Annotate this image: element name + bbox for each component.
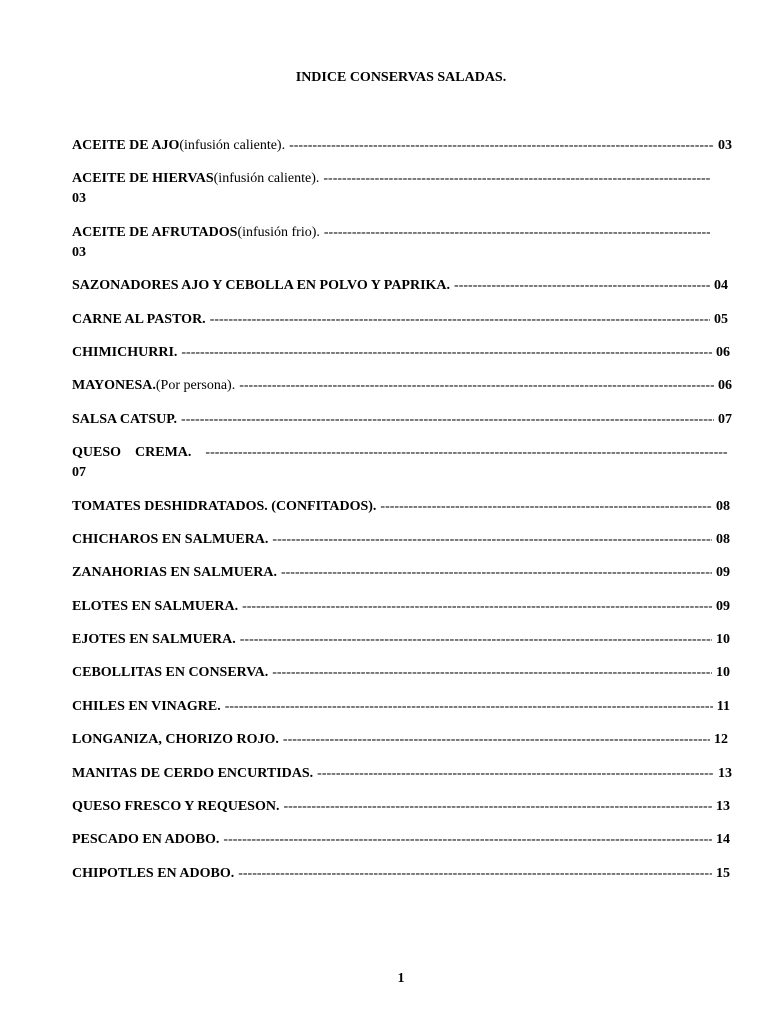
toc-entry <box>72 764 732 784</box>
toc-entry <box>72 169 732 209</box>
toc-entry <box>72 276 732 296</box>
toc-leader <box>380 497 712 517</box>
toc-entry <box>72 136 732 156</box>
toc-entry-title: CHICHAROS EN SALMUERA. <box>72 531 269 547</box>
toc-entry <box>72 376 732 396</box>
toc-entry-note: (Por persona). <box>155 378 236 394</box>
toc-entry-page: 14 <box>716 832 730 848</box>
toc-entry-title: CHILES EN VINAGRE. <box>72 698 221 714</box>
toc-leader <box>238 864 712 884</box>
toc-entry-page: 03 <box>718 138 732 153</box>
toc-entry-page: 07 <box>72 465 86 481</box>
toc-entry-title: PESCADO EN ADOBO. <box>72 832 220 848</box>
toc-entry <box>72 797 732 817</box>
toc-leader <box>323 169 710 189</box>
toc-entry-page: 07 <box>718 411 732 427</box>
toc-entry-note: (infusión frio). <box>237 224 320 240</box>
toc-entry-page: 09 <box>716 598 730 614</box>
toc-leader <box>289 136 714 156</box>
toc-entry-page: 10 <box>716 632 730 648</box>
toc-leader <box>242 597 712 617</box>
toc-entry-title: MANITAS DE CERDO ENCURTIDAS. <box>72 765 314 781</box>
toc-entry-page: 08 <box>716 498 730 514</box>
toc-entry <box>72 310 732 330</box>
toc-entry-title: QUESO FRESCO Y REQUESON. <box>72 799 280 815</box>
toc-leader <box>240 630 712 650</box>
toc-leader <box>454 276 710 296</box>
toc-entry-page: 04 <box>714 278 728 294</box>
toc-entry-note: (infusión caliente). <box>179 138 286 153</box>
toc-entry <box>72 597 732 617</box>
toc-entry-title: ACEITE DE AJO <box>72 138 180 153</box>
toc-entry <box>72 497 732 517</box>
toc-entry <box>72 830 732 850</box>
toc-leader <box>181 343 712 363</box>
toc-entry-title: ACEITE DE AFRUTADOS <box>72 224 238 240</box>
table-of-contents <box>72 136 732 897</box>
toc-entry-page: 15 <box>716 865 730 881</box>
toc-entry <box>72 343 732 363</box>
toc-entry-page: 12 <box>714 732 728 748</box>
toc-entry <box>72 410 732 430</box>
toc-leader <box>281 563 712 583</box>
page-title: INDICE CONSERVAS SALADAS. <box>295 70 507 85</box>
toc-leader <box>272 663 712 683</box>
toc-entry-page: 03 <box>72 191 86 207</box>
toc-entry-page: 09 <box>716 565 730 581</box>
toc-entry-page: 06 <box>716 344 730 360</box>
toc-entry-title: ACEITE DE HIERVAS <box>72 171 214 187</box>
toc-entry <box>72 530 732 550</box>
toc-entry-note: (infusión caliente). <box>213 171 320 187</box>
toc-leader <box>223 830 712 850</box>
toc-entry-title: CHIMICHURRI. <box>72 344 178 360</box>
toc-leader <box>283 797 712 817</box>
toc-entry-page: 13 <box>718 765 732 781</box>
toc-entry <box>72 563 732 583</box>
toc-entry-page: 06 <box>718 378 732 394</box>
toc-entry <box>72 663 732 683</box>
toc-entry <box>72 864 732 884</box>
toc-leader <box>205 443 728 463</box>
toc-entry-title: ELOTES EN SALMUERA. <box>72 598 239 614</box>
toc-entry-page: 11 <box>716 698 730 714</box>
toc-leader <box>283 730 710 750</box>
toc-leader <box>225 697 713 717</box>
toc-entry-title: SAZONADORES AJO Y CEBOLLA EN POLVO Y PAPRIKA. <box>72 278 451 294</box>
toc-entry-title: QUESO CREMA. <box>72 445 192 461</box>
toc-entry-page: 05 <box>714 311 728 327</box>
toc-entry <box>72 730 732 750</box>
toc-entry <box>72 223 732 263</box>
page-number: 1 <box>397 971 405 986</box>
toc-leader <box>181 410 714 430</box>
toc-entry-title: ZANAHORIAS EN SALMUERA. <box>72 565 277 581</box>
toc-leader <box>210 310 710 330</box>
toc-entry-title: CEBOLLITAS EN CONSERVA. <box>72 665 269 681</box>
toc-entry <box>72 697 732 717</box>
toc-entry-page: 10 <box>716 665 730 681</box>
toc-entry-page: 08 <box>716 531 730 547</box>
toc-entry-page: 03 <box>72 244 86 260</box>
toc-entry-page: 13 <box>716 799 730 815</box>
toc-entry-title: EJOTES EN SALMUERA. <box>72 632 236 648</box>
toc-entry-title: LONGANIZA, CHORIZO ROJO. <box>72 732 279 748</box>
toc-leader <box>272 530 712 550</box>
toc-entry-title: SALSA CATSUP. <box>72 411 178 427</box>
toc-entry-title: CHIPOTLES EN ADOBO. <box>72 865 235 881</box>
toc-entry-title: TOMATES DESHIDRATADOS. (CONFITADOS). <box>72 498 377 514</box>
toc-leader <box>239 376 714 396</box>
toc-entry <box>72 630 732 650</box>
toc-entry <box>72 443 732 483</box>
toc-entry-title: CARNE AL PASTOR. <box>72 311 206 327</box>
toc-leader <box>317 764 714 784</box>
toc-entry-title: MAYONESA. <box>72 378 156 394</box>
toc-leader <box>324 223 710 243</box>
